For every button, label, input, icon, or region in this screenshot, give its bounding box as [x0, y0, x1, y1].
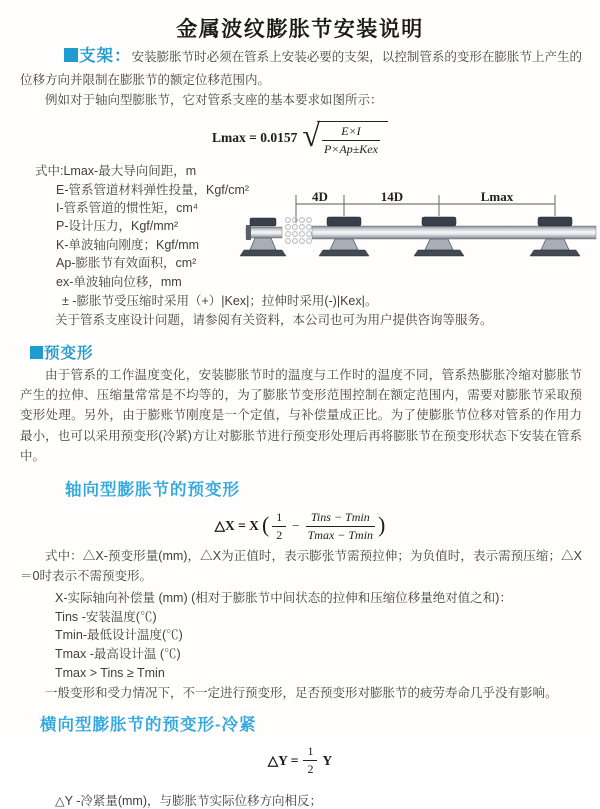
- pipe-end-flange: [246, 225, 251, 240]
- axial-formula: [0, 506, 600, 546]
- open-paren: (: [261, 512, 270, 538]
- var-line: X-实际轴向补偿量 (mm) (相对于膨胀节中间状态的拉伸和压缩位移量绝对值之和)：: [55, 590, 512, 605]
- fraction-denominator: 2: [307, 762, 314, 777]
- var-line: Tins -安装温度(℃): [55, 609, 157, 624]
- variables-and-diagram: [35, 162, 600, 330]
- var-line: Tmax > Tins ≥ Tmin: [55, 665, 165, 680]
- var-line: P-设计压力，Kgf/mm²: [56, 219, 179, 234]
- lmax-formula: [0, 117, 600, 159]
- radical-sign: √: [302, 116, 320, 153]
- var-line: E-管系管道材料弹性投量，Kgf/cm²: [56, 182, 250, 197]
- fraction-denominator: Tmax − Tmin: [307, 527, 374, 542]
- formula-lhs: △X = X: [214, 518, 259, 534]
- fraction-denominator: 2: [276, 527, 283, 542]
- var-line: I-管系管道的惯性矩，cm⁴: [56, 201, 199, 216]
- pipe-stub: [246, 227, 282, 238]
- predeform-section-heading-row: [30, 341, 600, 363]
- close-paren: ): [378, 512, 386, 538]
- fraction-half: [272, 510, 286, 543]
- predeform-section-heading: 预变形: [44, 344, 94, 362]
- support-paragraph: [20, 43, 582, 90]
- section-bullet-icon: [64, 48, 78, 62]
- predeform-paragraph: 由于管系的工作温度变化，安装膨胀节时的温度与工作时的温度不同，管系热膨胀冷缩对膨胀节产生的拉伸、压缩量常常是不均等的，为了膨胀节变形范围控制在额定范围内，需要对膨胀节采取预变形处理。另外，由于膨账节刚度是一个定值，与补偿量成正比。为了使膨胀节位移对管系的作用力最小，也可以采用预变形(冷紧)方让对膨胀节进行预变形处理后再将膨胀节在预变形状态下安装在管系中。: [20, 367, 582, 463]
- fraction-numerator: 1: [272, 510, 286, 527]
- dim-label-14d: 14D: [380, 189, 404, 205]
- var-line: Tmax -最高设计温 (℃): [55, 647, 181, 662]
- fraction-numerator: Tins − Tmin: [306, 510, 375, 527]
- pipe-support-diagram: [244, 190, 596, 268]
- lateral-subheading: 横向型膨胀节的预变形-冷紧: [40, 715, 257, 734]
- axial-explain-paragraph: 式中：△X-预变形量(mm)，△X为正值时，表示膨张节需预拉伸；为负值时，表示需预压缩；△X＝0时表示不需预变形。: [20, 549, 582, 584]
- lateral-note: △Y -冷紧量(mm)，与膨胀节实际位移方向相反；: [55, 793, 323, 808]
- page-title: 金属波纹膨胀节安装说明: [176, 18, 424, 41]
- bellows-corrugations: [286, 218, 312, 244]
- var-line: K-单波轴向刚度；Kgf/mm: [56, 237, 200, 252]
- axial-variable-list: [55, 589, 600, 683]
- minus-sign: −: [292, 518, 300, 534]
- formula-lhs: Lmax = 0.0157: [212, 130, 298, 146]
- var-line: 式中:Lmax-最大导向间距，m: [35, 164, 197, 179]
- dim-label-4d: 4D: [312, 189, 328, 205]
- dim-label-lmax: Lmax: [480, 189, 514, 205]
- section-bullet-icon: [30, 346, 43, 359]
- formula-lhs: △Y =: [267, 752, 299, 768]
- plus-minus-note: ± -膨胀节受压缩时采用（+）|Kex|；拉伸时采用(-)|Kex|。: [62, 293, 378, 308]
- radical-expression: [302, 116, 388, 157]
- fraction-temperature: [306, 510, 375, 543]
- axial-subheading: 轴向型膨胀节的预变形: [65, 481, 240, 500]
- formula-rhs: Y: [322, 752, 333, 768]
- consult-note: 关于管系支座设计问题，请参阅有关资料，本公司也可为用户提供咨询等服务。: [55, 312, 493, 327]
- fraction-numerator: E×I: [322, 124, 380, 141]
- fraction-denominator: P×Ap±Kex: [323, 141, 378, 156]
- var-line: ex-单波轴向位移，mm: [56, 274, 182, 289]
- support-section-heading: 支架：: [79, 47, 132, 65]
- pipe: [312, 226, 596, 239]
- axial-note: 一般变形和受力情况下，不一定进行预变形，足否预变形对膨胀节的疲劳寿命几乎没有影响。: [45, 685, 558, 700]
- support-intro-text: 安装膨胀节时必须在管系上安装必要的支架，以控制管系的变形在膨胀节上产生的位移方向并限制在膨胀节的额定位移范围内。: [20, 50, 582, 87]
- fraction-half: [303, 744, 317, 777]
- support-example-line: 例如对于轴向型膨胀节，它对管系支座的基本要求如图所示：: [45, 92, 383, 107]
- lateral-formula: [0, 743, 600, 779]
- fraction-numerator: 1: [303, 744, 317, 761]
- radical-body: [317, 121, 388, 157]
- fraction: [322, 124, 380, 157]
- var-line: Ap-膨胀节有效面积，cm²: [56, 256, 197, 271]
- var-line: Tmin-最低设计温度(℃): [55, 628, 183, 643]
